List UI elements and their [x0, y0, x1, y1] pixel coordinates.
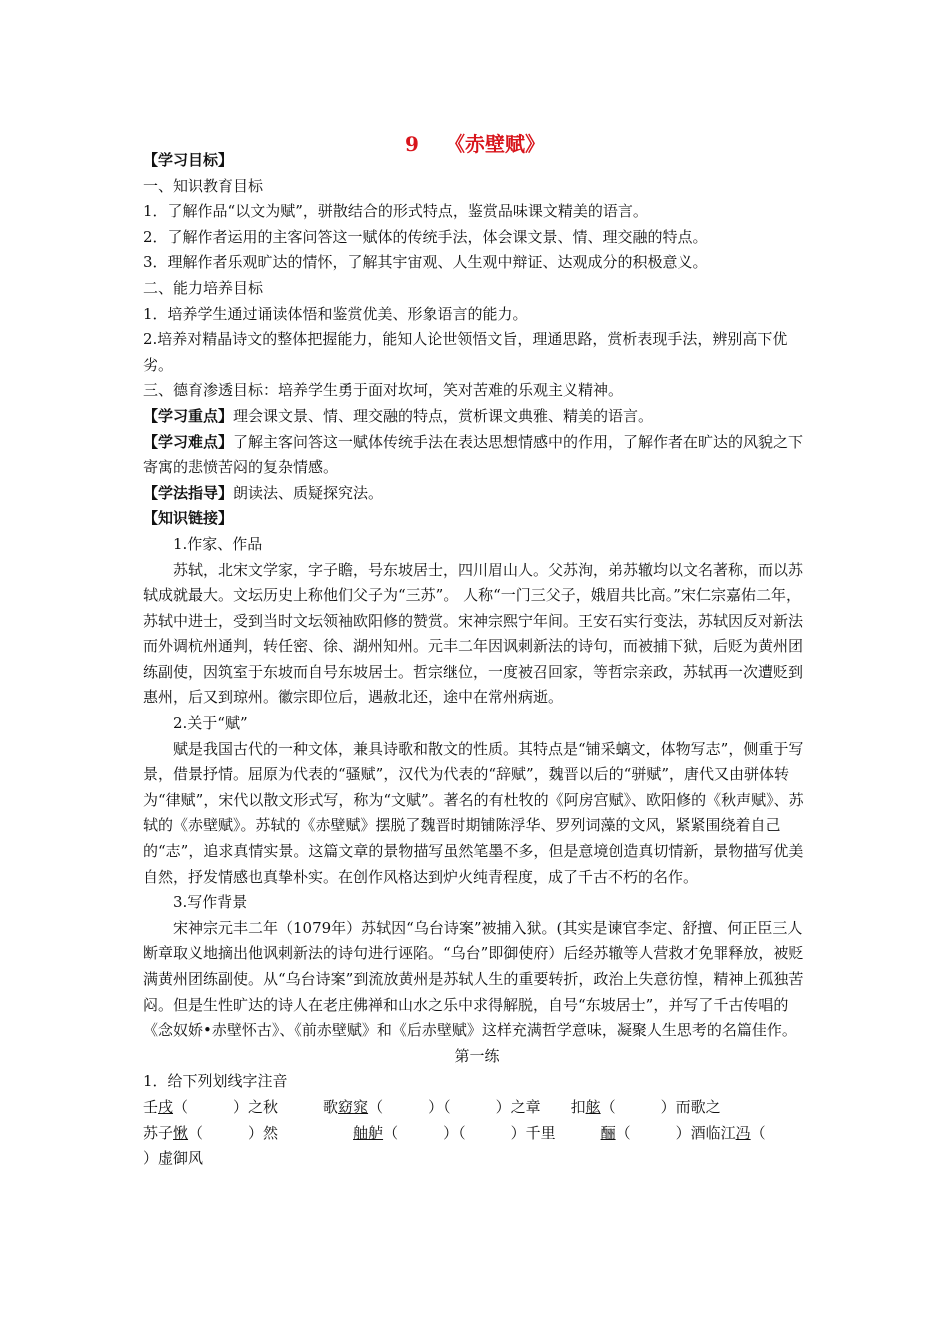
- exercise-line-2: [143, 1121, 811, 1147]
- knowledge-links-header: 【知识链接】: [143, 509, 234, 528]
- background-heading: 3.写作背景: [173, 893, 248, 912]
- learning-difficulty-label: 【学习难点】: [143, 432, 234, 451]
- underlined-char: 戌: [158, 1097, 174, 1116]
- question-1: 1．给下列划线字注音: [143, 1072, 288, 1091]
- exercise-text: 壬: [143, 1097, 159, 1116]
- learning-method-label: 【学法指导】: [143, 483, 234, 502]
- knowledge-objective-2: 2．了解作者运用的主客问答这一赋体的传统手法，体会课文景、情、理交融的特点。: [143, 227, 708, 246]
- learning-focus-text: 理会课文景、情、理交融的特点，赏析课文典雅、精美的语言。: [233, 406, 654, 425]
- lesson-number: 9: [405, 132, 419, 156]
- answer-blank: （ ）（ ）千里: [383, 1123, 601, 1142]
- answer-blank: （ ）（ ）之章 扣: [368, 1097, 586, 1116]
- learning-difficulty: [143, 430, 811, 481]
- answer-blank: （ ）然: [188, 1123, 354, 1142]
- exercise-line-3: ）虚御风: [143, 1149, 204, 1168]
- ability-objective-1: 1．培养学生通过诵读体悟和鉴赏优美、形象语言的能力。: [143, 304, 528, 323]
- underlined-char: 舳舻: [353, 1123, 384, 1142]
- underlined-char: 舷: [585, 1097, 601, 1116]
- practice-title: 第一练: [454, 1046, 500, 1065]
- underlined-char: 愀: [173, 1123, 189, 1142]
- learning-method: [143, 481, 811, 507]
- knowledge-objectives-heading: 一、知识教育目标: [143, 176, 264, 195]
- author-works-heading: 1.作家、作品: [173, 534, 263, 553]
- answer-blank: （ ）之秋 歌: [173, 1097, 339, 1116]
- learning-focus: [143, 404, 811, 430]
- document-body: [143, 148, 811, 1172]
- answer-blank: （: [750, 1123, 766, 1142]
- ability-objective-2: 2.培养对精晶诗文的整体把握能力，能知人论世领悟文旨，理通思路，赏析表现手法，辨别高下优劣。: [143, 330, 788, 374]
- answer-blank: （ ）酒临江: [615, 1123, 736, 1142]
- underlined-char: 酾: [600, 1123, 616, 1142]
- about-fu-heading: 2.关于“赋”: [173, 714, 248, 733]
- background-paragraph: 宋神宗元丰二年（1079年）苏轼因“乌台诗案”被捕入狱。(其实是谏官李定、舒擅、何正臣三人断章取义地摘出他讽刺新法的诗句进行诬陷。“乌台”即御使府）后经苏辙等人营救才免罪释放，被贬满黄州团练副使。从“乌台诗案”到流放黄州是苏轼人生的重要转折，政治上失意彷惶，精神上孤独苦闷。但是生性旷达的诗人在老庄佛禅和山水之乐中求得解脱，自号“东坡居士”，并写了千古传唱的《念奴娇•赤壁怀古》、《前赤壁赋》和《后赤壁赋》这样充满哲学意味，凝聚人生思考的名篇佳作。: [143, 918, 804, 1040]
- ability-objectives-heading: 二、能力培养目标: [143, 278, 264, 297]
- exercise-text: 苏子: [143, 1123, 174, 1142]
- knowledge-objective-3: 3．理解作者乐观旷达的情怀，了解其宇宙观、人生观中辩证、达观成分的积极意义。: [143, 253, 708, 272]
- exercise-line-1: [143, 1095, 811, 1121]
- lesson-title: 《赤壁赋》: [444, 132, 545, 156]
- answer-blank: （ ）而歌之: [600, 1097, 721, 1116]
- learning-method-text: 朗读法、质疑探究法。: [233, 483, 384, 502]
- knowledge-objective-1: 1．了解作品“以文为赋”，骈散结合的形式特点，鉴赏品味课文精美的语言。: [143, 202, 648, 221]
- learning-focus-label: 【学习重点】: [143, 406, 234, 425]
- underlined-char: 窈窕: [338, 1097, 369, 1116]
- moral-objective: 三、德育渗透目标：培养学生勇于面对坎坷，笑对苦难的乐观主义精神。: [143, 381, 624, 400]
- underlined-char: 冯: [735, 1123, 751, 1142]
- objectives-header: 【学习目标】: [143, 151, 234, 169]
- learning-difficulty-text: 了解主客问答这一赋体传统手法在表达思想情感中的作用，了解作者在旷达的风貌之下寄寓的悲愤苦闷的复杂情感。: [143, 432, 804, 477]
- about-fu-paragraph: 赋是我国古代的一种文体，兼具诗歌和散文的性质。其特点是“铺采螭文，体物写志”，侧重于写景，借景抒情。屈原为代表的“骚赋”，汉代为代表的“辞赋”，魏晋以后的“骈赋”，唐代又由骈体转为“律赋”，宋代以散文形式写，称为“文赋”。著名的有杜牧的《阿房宫赋》、欧阳修的《秋声赋》、苏轼的《赤壁赋》。苏轼的《赤壁赋》摆脱了魏晋时期铺陈浮华、罗列词藻的文风，紧紧围绕着自己的“志”，追求真情实景。这篇文章的景物描写虽然笔墨不多，但是意境创造真切情新，景物描写优美自然，抒发情感也真挚朴实。在创作风格达到炉火纯青程度，成了千古不朽的名作。: [143, 739, 804, 886]
- author-works-paragraph: 苏轼，北宋文学家，字子瞻，号东坡居士，四川眉山人。父苏洵，弟苏辙均以文名著称，而以苏轼成就最大。文坛历史上称他们父子为“三苏”。 人称“一门三父子，娥眉共比高。”宋仁宗嘉佑二年，苏轼中进士，受到当时文坛领袖欧阳修的赞赏。宋神宗熙宁年间。王安石实行变法，苏轼因反对新法而外调杭州通判，转任密、徐、湖州知州。元丰二年因讽刺新法的诗句，而被捕下狱，后贬为黄州团练副使，因筑室于东坡而自号东坡居士。哲宗继位，一度被召回家，等哲宗亲政，苏轼再一次遭贬到惠州，后又到琼州。徽宗即位后，遇赦北还，途中在常州病逝。: [143, 560, 804, 707]
